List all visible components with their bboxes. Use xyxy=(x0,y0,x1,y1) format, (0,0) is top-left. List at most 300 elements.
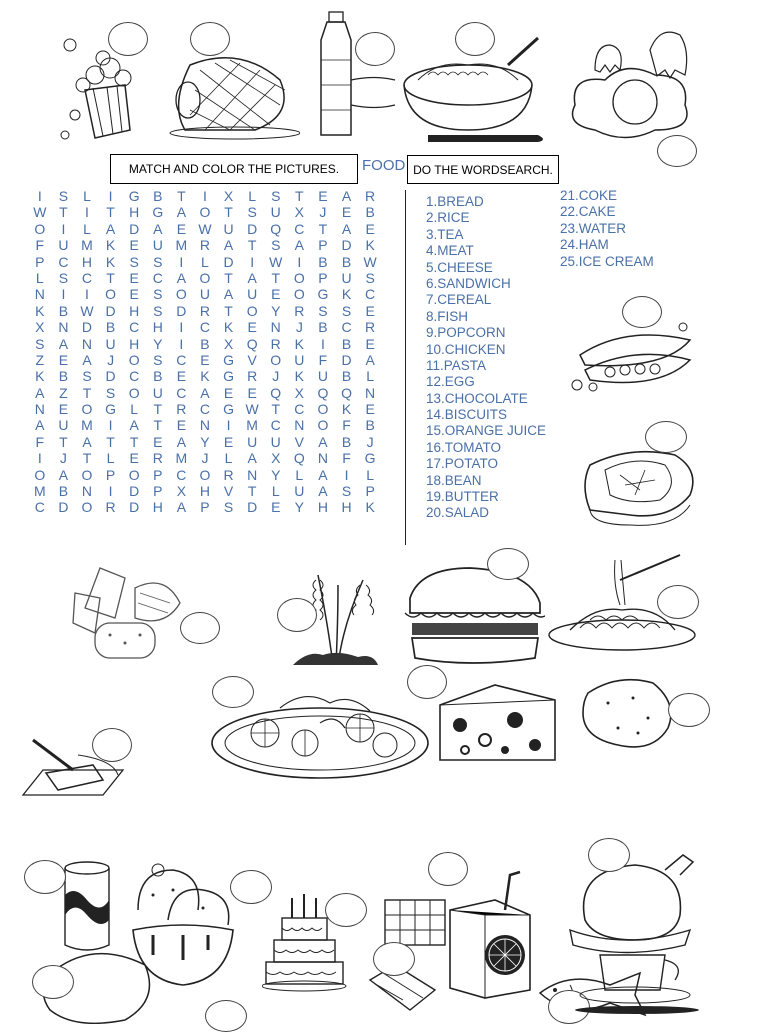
answer-bubble-cereal[interactable] xyxy=(455,22,495,56)
grid-letter[interactable]: R xyxy=(199,302,211,319)
grid-letter[interactable]: X xyxy=(223,188,234,204)
grid-letter[interactable]: T xyxy=(224,269,233,286)
grid-letter[interactable]: A xyxy=(365,351,375,368)
grid-letter[interactable]: B xyxy=(341,335,352,352)
grid-letter[interactable]: K xyxy=(294,368,304,385)
grid-letter[interactable]: D xyxy=(58,499,69,516)
wordsearch-grid[interactable] xyxy=(28,188,382,516)
grid-letter[interactable]: S xyxy=(35,335,45,352)
grid-letter[interactable]: Q xyxy=(246,335,258,352)
grid-letter[interactable]: Q xyxy=(270,220,282,237)
grid-letter[interactable]: K xyxy=(105,253,116,270)
grid-letter[interactable]: E xyxy=(129,450,139,467)
grid-letter[interactable]: E xyxy=(176,417,187,434)
grid-letter[interactable]: S xyxy=(129,253,139,270)
grid-letter[interactable]: Q xyxy=(293,450,305,467)
grid-letter[interactable]: I xyxy=(179,319,184,336)
grid-letter[interactable]: T xyxy=(153,401,163,418)
grid-letter[interactable]: I xyxy=(179,335,184,352)
grid-letter[interactable]: D xyxy=(341,351,352,368)
grid-letter[interactable]: R xyxy=(270,335,281,352)
grid-letter[interactable]: C xyxy=(58,253,69,270)
grid-letter[interactable]: B xyxy=(153,368,163,385)
grid-letter[interactable]: Q xyxy=(317,384,329,401)
grid-letter[interactable]: L xyxy=(83,220,91,237)
grid-letter[interactable]: C xyxy=(129,319,140,336)
grid-letter[interactable]: X xyxy=(176,483,187,500)
grid-letter[interactable]: S xyxy=(341,483,352,500)
grid-letter[interactable]: O xyxy=(34,466,46,483)
grid-letter[interactable]: C xyxy=(176,466,187,483)
grid-letter[interactable]: L xyxy=(224,450,233,467)
grid-letter[interactable]: A xyxy=(223,286,234,303)
grid-letter[interactable]: O xyxy=(105,286,117,303)
grid-letter[interactable]: D xyxy=(176,302,187,319)
grid-letter[interactable]: F xyxy=(342,450,351,467)
grid-letter[interactable]: E xyxy=(58,401,69,418)
grid-letter[interactable]: J xyxy=(201,450,209,467)
grid-letter[interactable]: C xyxy=(270,417,281,434)
grid-letter[interactable]: T xyxy=(153,417,163,434)
grid-letter[interactable]: N xyxy=(247,466,258,483)
grid-letter[interactable]: E xyxy=(200,351,210,368)
grid-letter[interactable]: R xyxy=(152,450,163,467)
grid-letter[interactable]: N xyxy=(34,401,45,418)
grid-letter[interactable]: S xyxy=(271,188,281,204)
grid-letter[interactable]: A xyxy=(176,204,187,221)
grid-letter[interactable]: L xyxy=(201,253,209,270)
grid-letter[interactable]: Z xyxy=(59,384,68,401)
grid-letter[interactable]: W xyxy=(198,220,212,237)
grid-letter[interactable]: E xyxy=(365,220,375,237)
grid-letter[interactable]: P xyxy=(153,483,163,500)
grid-letter[interactable]: Y xyxy=(294,499,304,516)
grid-letter[interactable]: O xyxy=(128,466,140,483)
grid-letter[interactable]: C xyxy=(365,286,376,303)
answer-bubble-egg[interactable] xyxy=(657,135,697,167)
grid-letter[interactable]: E xyxy=(365,401,375,418)
grid-letter[interactable]: K xyxy=(365,237,375,254)
grid-letter[interactable]: B xyxy=(58,483,69,500)
grid-letter[interactable]: I xyxy=(61,286,66,303)
grid-letter[interactable]: O xyxy=(81,401,93,418)
grid-letter[interactable]: O xyxy=(199,466,211,483)
grid-letter[interactable]: I xyxy=(37,188,42,204)
grid-letter[interactable]: A xyxy=(318,433,328,450)
grid-letter[interactable]: P xyxy=(318,237,328,254)
grid-letter[interactable]: A xyxy=(341,220,352,237)
grid-letter[interactable]: I xyxy=(85,204,89,221)
grid-letter[interactable]: T xyxy=(59,433,68,450)
grid-letter[interactable]: L xyxy=(130,401,139,418)
grid-letter[interactable]: R xyxy=(365,319,376,336)
grid-letter[interactable]: T xyxy=(82,450,92,467)
grid-letter[interactable]: P xyxy=(365,483,375,500)
answer-bubble-butter[interactable] xyxy=(92,728,132,762)
grid-letter[interactable]: K xyxy=(105,237,116,254)
grid-letter[interactable]: A xyxy=(82,351,92,368)
grid-letter[interactable]: D xyxy=(247,220,258,237)
grid-letter[interactable]: U xyxy=(152,237,163,254)
grid-letter[interactable]: E xyxy=(271,499,281,516)
grid-letter[interactable]: O xyxy=(199,269,211,286)
grid-letter[interactable]: H xyxy=(317,499,328,516)
grid-letter[interactable]: A xyxy=(176,269,187,286)
grid-letter[interactable]: E xyxy=(341,204,352,221)
grid-letter[interactable]: H xyxy=(81,253,93,270)
grid-letter[interactable]: K xyxy=(365,499,375,516)
grid-letter[interactable]: T xyxy=(247,483,257,500)
answer-bubble-meat[interactable] xyxy=(645,421,687,453)
grid-letter[interactable]: D xyxy=(341,237,352,254)
grid-letter[interactable]: F xyxy=(342,417,351,434)
grid-letter[interactable]: R xyxy=(105,499,116,516)
grid-letter[interactable]: G xyxy=(105,401,117,418)
grid-letter[interactable]: U xyxy=(58,237,69,254)
grid-letter[interactable]: U xyxy=(199,286,211,303)
grid-letter[interactable]: O xyxy=(317,417,329,434)
grid-letter[interactable]: W xyxy=(363,253,377,270)
grid-letter[interactable]: I xyxy=(108,483,113,500)
grid-letter[interactable]: B xyxy=(58,368,69,385)
grid-letter[interactable]: R xyxy=(247,368,258,385)
answer-bubble-popcorn[interactable] xyxy=(108,22,148,56)
grid-letter[interactable]: N xyxy=(317,450,328,467)
answer-bubble-biscuits[interactable] xyxy=(180,612,220,644)
grid-letter[interactable]: X xyxy=(294,384,304,401)
grid-letter[interactable]: A xyxy=(176,499,187,516)
grid-letter[interactable]: Q xyxy=(270,384,282,401)
grid-letter[interactable]: S xyxy=(341,302,352,319)
grid-letter[interactable]: I xyxy=(297,253,302,270)
grid-letter[interactable]: O xyxy=(293,269,305,286)
grid-letter[interactable]: T xyxy=(271,401,281,418)
grid-letter[interactable]: O xyxy=(270,351,282,368)
grid-letter[interactable]: T xyxy=(271,269,281,286)
grid-letter[interactable]: S xyxy=(82,368,92,385)
grid-letter[interactable]: N xyxy=(58,319,69,336)
grid-letter[interactable]: C xyxy=(129,368,140,385)
grid-letter[interactable]: T xyxy=(106,204,115,221)
grid-letter[interactable]: K xyxy=(223,319,234,336)
grid-letter[interactable]: E xyxy=(176,368,187,385)
grid-letter[interactable]: B xyxy=(153,188,163,204)
grid-letter[interactable]: U xyxy=(270,204,281,221)
grid-letter[interactable]: R xyxy=(294,302,305,319)
grid-letter[interactable]: D xyxy=(247,499,258,516)
grid-letter[interactable]: T xyxy=(295,188,304,204)
grid-letter[interactable]: X xyxy=(223,335,234,352)
grid-letter[interactable]: C xyxy=(34,499,45,516)
grid-letter[interactable]: K xyxy=(341,401,352,418)
answer-bubble-pasta[interactable] xyxy=(657,585,699,619)
grid-letter[interactable]: L xyxy=(271,483,280,500)
grid-letter[interactable]: D xyxy=(105,368,116,385)
grid-letter[interactable]: S xyxy=(153,351,163,368)
grid-letter[interactable]: K xyxy=(294,335,304,352)
grid-letter[interactable]: H xyxy=(152,499,163,516)
grid-letter[interactable]: M xyxy=(175,450,188,467)
grid-letter[interactable]: A xyxy=(129,417,139,434)
grid-letter[interactable]: G xyxy=(223,351,234,368)
answer-bubble-extra[interactable] xyxy=(205,1000,247,1032)
grid-letter[interactable]: D xyxy=(223,253,234,270)
grid-letter[interactable]: E xyxy=(271,286,281,303)
grid-letter[interactable]: N xyxy=(365,384,376,401)
grid-letter[interactable]: W xyxy=(80,302,94,319)
grid-letter[interactable]: B xyxy=(341,433,352,450)
grid-letter[interactable]: U xyxy=(294,351,305,368)
grid-letter[interactable]: S xyxy=(153,302,163,319)
grid-letter[interactable]: R xyxy=(365,188,376,204)
grid-letter[interactable]: G xyxy=(364,450,376,467)
grid-letter[interactable]: U xyxy=(152,384,163,401)
grid-letter[interactable]: A xyxy=(35,384,45,401)
grid-letter[interactable]: S xyxy=(153,286,163,303)
grid-letter[interactable]: Y xyxy=(271,466,281,483)
grid-letter[interactable]: L xyxy=(35,269,44,286)
grid-letter[interactable]: S xyxy=(105,384,116,401)
grid-letter[interactable]: M xyxy=(81,417,93,434)
grid-letter[interactable]: I xyxy=(203,188,207,204)
grid-letter[interactable]: D xyxy=(129,220,140,237)
grid-letter[interactable]: I xyxy=(226,417,231,434)
grid-letter[interactable]: P xyxy=(318,269,328,286)
grid-letter[interactable]: O xyxy=(81,499,93,516)
grid-letter[interactable]: A xyxy=(82,433,92,450)
grid-letter[interactable]: A xyxy=(35,417,45,434)
grid-letter[interactable]: I xyxy=(85,286,89,303)
answer-bubble-sandwich[interactable] xyxy=(487,548,529,580)
grid-letter[interactable]: H xyxy=(129,302,140,319)
grid-letter[interactable]: E xyxy=(58,351,69,368)
answer-bubble-tomato[interactable] xyxy=(32,965,74,999)
grid-letter[interactable]: E xyxy=(129,286,139,303)
grid-letter[interactable]: U xyxy=(105,335,116,352)
grid-letter[interactable]: U xyxy=(294,483,305,500)
grid-letter[interactable]: X xyxy=(271,450,281,467)
grid-letter[interactable]: T xyxy=(177,188,186,204)
grid-letter[interactable]: O xyxy=(128,351,140,368)
grid-letter[interactable]: U xyxy=(247,286,258,303)
grid-letter[interactable]: A xyxy=(200,384,210,401)
grid-letter[interactable]: H xyxy=(341,499,352,516)
grid-letter[interactable]: B xyxy=(365,417,375,434)
grid-letter[interactable]: U xyxy=(58,417,69,434)
grid-letter[interactable]: V xyxy=(223,483,234,500)
grid-letter[interactable]: V xyxy=(294,433,304,450)
grid-letter[interactable]: C xyxy=(199,319,211,336)
grid-letter[interactable]: L xyxy=(106,450,115,467)
grid-letter[interactable]: J xyxy=(272,368,280,385)
grid-letter[interactable]: J xyxy=(319,204,327,221)
grid-letter[interactable]: F xyxy=(318,351,328,368)
grid-letter[interactable]: S xyxy=(318,302,328,319)
grid-letter[interactable]: E xyxy=(176,220,187,237)
grid-letter[interactable]: S xyxy=(153,253,163,270)
grid-letter[interactable]: E xyxy=(318,188,328,204)
grid-letter[interactable]: J xyxy=(107,351,115,368)
grid-letter[interactable]: A xyxy=(176,433,187,450)
answer-bubble-rice[interactable] xyxy=(277,598,317,632)
grid-letter[interactable]: L xyxy=(366,466,374,483)
grid-letter[interactable]: T xyxy=(106,269,115,286)
answer-bubble-chicken[interactable] xyxy=(588,838,630,872)
grid-letter[interactable]: E xyxy=(223,384,234,401)
grid-letter[interactable]: G xyxy=(317,286,329,303)
grid-letter[interactable]: H xyxy=(129,204,140,221)
grid-letter[interactable]: T xyxy=(82,384,92,401)
grid-letter[interactable]: A xyxy=(318,466,328,483)
grid-letter[interactable]: E xyxy=(247,384,257,401)
grid-letter[interactable]: T xyxy=(224,302,233,319)
grid-letter[interactable]: B xyxy=(365,204,375,221)
grid-letter[interactable]: E xyxy=(365,335,375,352)
grid-letter[interactable]: O xyxy=(128,384,140,401)
grid-letter[interactable]: D xyxy=(129,483,140,500)
grid-letter[interactable]: T xyxy=(106,433,115,450)
answer-bubble-salad[interactable] xyxy=(212,676,254,708)
grid-letter[interactable]: B xyxy=(200,335,210,352)
grid-letter[interactable]: U xyxy=(247,433,258,450)
grid-letter[interactable]: X xyxy=(294,204,304,221)
grid-letter[interactable]: I xyxy=(320,335,325,352)
grid-letter[interactable]: R xyxy=(176,401,187,418)
grid-letter[interactable]: C xyxy=(294,401,305,418)
grid-letter[interactable]: C xyxy=(152,269,163,286)
grid-letter[interactable]: T xyxy=(247,237,257,254)
grid-letter[interactable]: T xyxy=(129,433,139,450)
grid-letter[interactable]: T xyxy=(59,204,68,221)
grid-letter[interactable]: C xyxy=(81,269,93,286)
grid-letter[interactable]: A xyxy=(58,466,69,483)
grid-letter[interactable]: O xyxy=(175,286,187,303)
grid-letter[interactable]: U xyxy=(317,368,328,385)
grid-letter[interactable]: M xyxy=(33,483,46,500)
grid-letter[interactable]: C xyxy=(176,351,187,368)
grid-letter[interactable]: S xyxy=(271,237,281,254)
grid-letter[interactable]: K xyxy=(35,368,45,385)
grid-letter[interactable]: N xyxy=(81,335,93,352)
grid-letter[interactable]: O xyxy=(246,302,258,319)
grid-letter[interactable]: A xyxy=(153,220,163,237)
grid-letter[interactable]: G xyxy=(152,204,164,221)
grid-letter[interactable]: T xyxy=(318,220,328,237)
grid-letter[interactable]: G xyxy=(223,368,234,385)
grid-letter[interactable]: M xyxy=(246,417,258,434)
grid-letter[interactable]: N xyxy=(270,319,281,336)
grid-letter[interactable]: F xyxy=(35,237,45,254)
grid-letter[interactable]: V xyxy=(247,351,257,368)
grid-letter[interactable]: G xyxy=(128,188,140,204)
grid-letter[interactable]: I xyxy=(61,220,66,237)
grid-letter[interactable]: D xyxy=(81,319,93,336)
grid-letter[interactable]: Y xyxy=(271,302,281,319)
grid-letter[interactable]: U xyxy=(341,269,352,286)
grid-letter[interactable]: U xyxy=(223,220,234,237)
grid-letter[interactable]: B xyxy=(58,302,69,319)
answer-bubble-ham[interactable] xyxy=(190,22,230,56)
grid-letter[interactable]: O xyxy=(81,466,93,483)
grid-letter[interactable]: A xyxy=(318,483,328,500)
grid-letter[interactable]: O xyxy=(293,286,305,303)
grid-letter[interactable]: E xyxy=(153,433,163,450)
grid-letter[interactable]: L xyxy=(366,368,374,385)
grid-letter[interactable]: C xyxy=(176,384,187,401)
grid-letter[interactable]: P xyxy=(200,499,210,516)
grid-letter[interactable]: K xyxy=(35,302,45,319)
grid-letter[interactable]: N xyxy=(199,417,211,434)
grid-letter[interactable]: N xyxy=(81,483,93,500)
grid-letter[interactable]: R xyxy=(199,237,211,254)
answer-bubble-cheese[interactable] xyxy=(407,665,447,699)
grid-letter[interactable]: E xyxy=(223,433,234,450)
grid-letter[interactable]: W xyxy=(269,253,283,270)
grid-letter[interactable]: I xyxy=(108,417,113,434)
grid-letter[interactable]: S xyxy=(58,269,69,286)
grid-letter[interactable]: A xyxy=(341,188,352,204)
grid-letter[interactable]: H xyxy=(129,335,140,352)
grid-letter[interactable]: J xyxy=(59,450,67,467)
grid-letter[interactable]: C xyxy=(341,319,352,336)
answer-bubble-coke[interactable] xyxy=(24,860,66,894)
answer-bubble-bean[interactable] xyxy=(622,296,662,328)
grid-letter[interactable]: H xyxy=(199,483,211,500)
grid-letter[interactable]: Y xyxy=(153,335,163,352)
grid-letter[interactable]: P xyxy=(105,466,116,483)
grid-letter[interactable]: P xyxy=(35,253,45,270)
grid-letter[interactable]: A xyxy=(294,237,304,254)
grid-letter[interactable]: X xyxy=(35,319,45,336)
answer-bubble-water[interactable] xyxy=(355,32,395,66)
grid-letter[interactable]: A xyxy=(223,237,234,254)
answer-bubble-orange-juice[interactable] xyxy=(428,852,468,886)
answer-bubble-potato[interactable] xyxy=(668,693,710,727)
grid-letter[interactable]: I xyxy=(250,253,255,270)
grid-letter[interactable]: A xyxy=(58,335,69,352)
grid-letter[interactable]: O xyxy=(34,220,46,237)
grid-letter[interactable]: L xyxy=(83,188,91,204)
grid-letter[interactable]: N xyxy=(294,417,305,434)
grid-letter[interactable]: B xyxy=(341,368,352,385)
grid-letter[interactable]: U xyxy=(270,433,281,450)
grid-letter[interactable]: I xyxy=(37,450,42,467)
grid-letter[interactable]: D xyxy=(129,499,140,516)
grid-letter[interactable]: E xyxy=(247,319,257,336)
grid-letter[interactable]: S xyxy=(58,188,69,204)
grid-letter[interactable]: K xyxy=(200,368,210,385)
grid-letter[interactable]: C xyxy=(199,401,211,418)
grid-letter[interactable]: K xyxy=(341,286,352,303)
grid-letter[interactable]: B xyxy=(318,319,328,336)
grid-letter[interactable]: A xyxy=(247,269,257,286)
grid-letter[interactable]: D xyxy=(105,302,116,319)
grid-letter[interactable]: L xyxy=(295,466,304,483)
grid-letter[interactable]: E xyxy=(129,237,139,254)
grid-letter[interactable]: R xyxy=(223,466,234,483)
grid-letter[interactable]: N xyxy=(34,286,45,303)
grid-letter[interactable]: S xyxy=(365,269,375,286)
grid-letter[interactable]: C xyxy=(294,220,305,237)
grid-letter[interactable]: E xyxy=(129,269,139,286)
grid-letter[interactable]: S xyxy=(247,204,257,221)
grid-letter[interactable]: Y xyxy=(200,433,210,450)
grid-letter[interactable]: W xyxy=(33,204,47,221)
grid-letter[interactable]: W xyxy=(245,401,259,418)
grid-letter[interactable]: I xyxy=(344,466,349,483)
grid-letter[interactable]: A xyxy=(247,450,257,467)
answer-bubble-cake[interactable] xyxy=(325,893,367,927)
